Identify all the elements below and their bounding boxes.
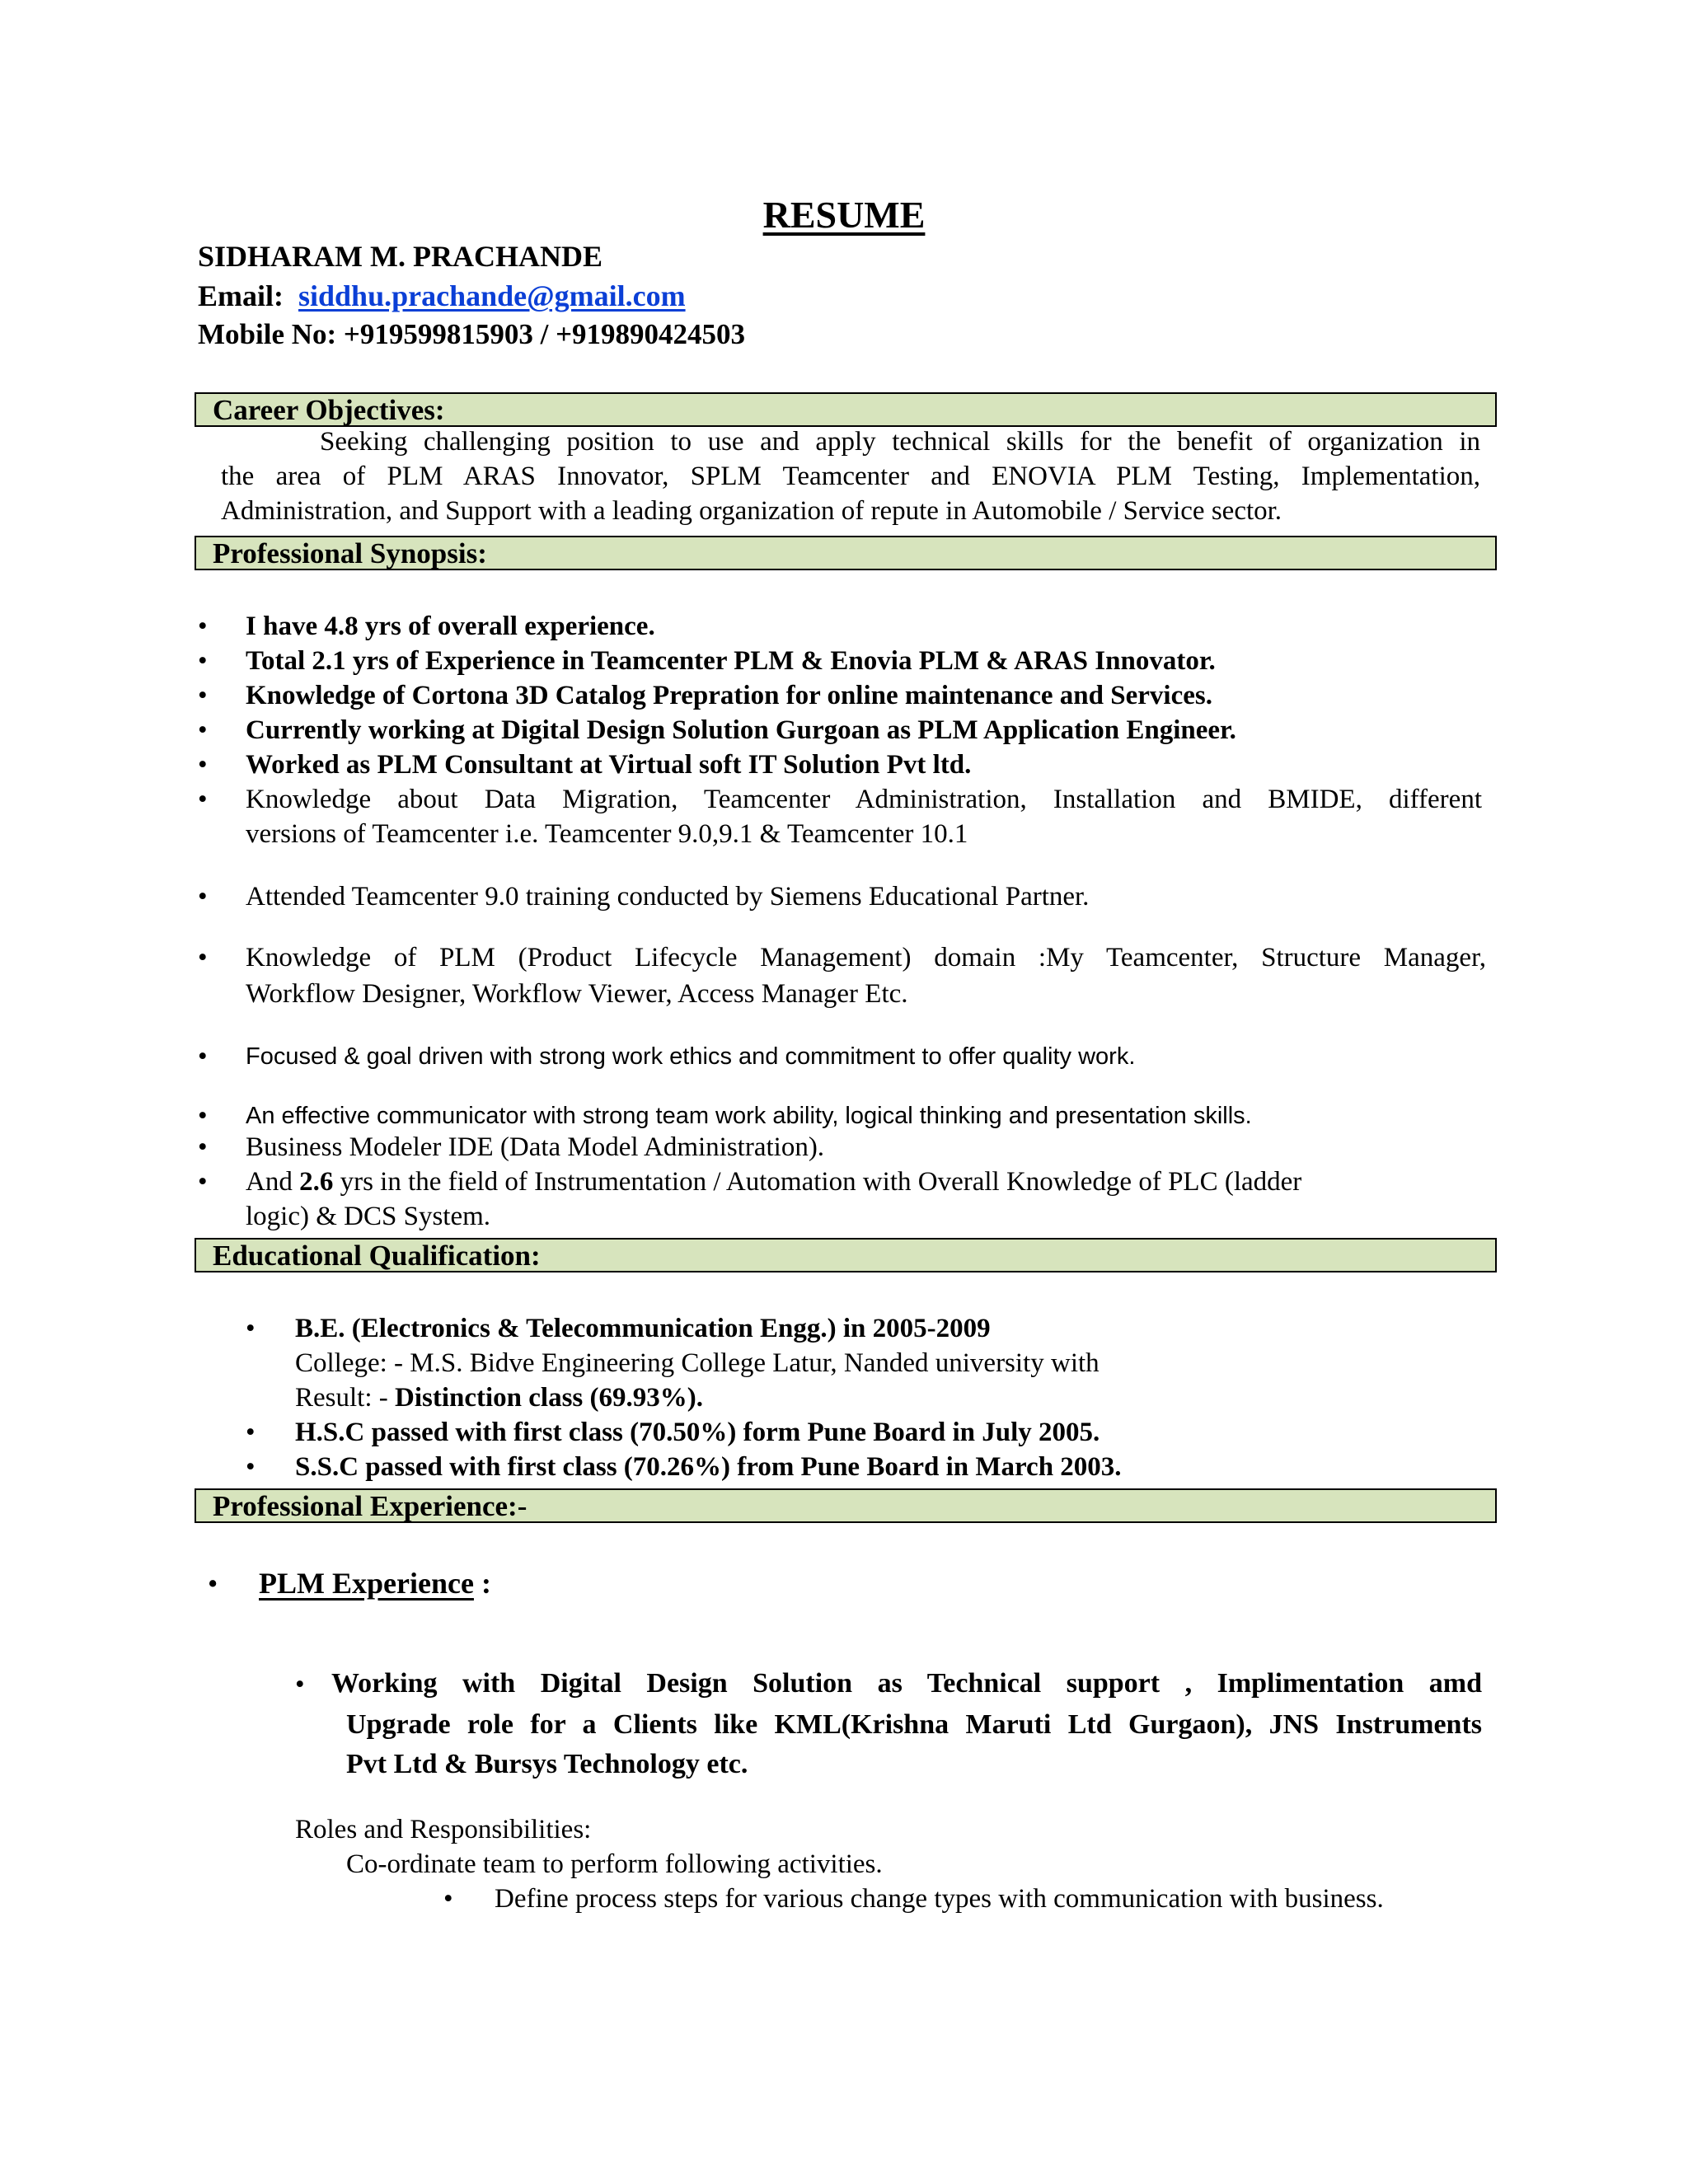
responsibility-item: Define process steps for various change types with communication with business.: [495, 1884, 1384, 1914]
candidate-name: SIDHARAM M. PRACHANDE: [198, 240, 603, 273]
synopsis-item-cont: logic) & DCS System.: [246, 1202, 491, 1231]
synopsis-item: Knowledge about Data Migration, Teamcenter Administration, Installation and BMIDE, different: [246, 785, 1482, 814]
page-title: RESUME: [762, 194, 926, 236]
bullet: •: [198, 646, 208, 676]
synopsis-item: Business Modeler IDE (Data Model Administration).: [246, 1132, 825, 1162]
bullet: •: [198, 681, 208, 710]
synopsis-item: Knowledge of Cortona 3D Catalog Prepration for online maintenance and Services.: [246, 681, 1212, 710]
bullet: •: [246, 1452, 256, 1482]
synopsis-item-cont: versions of Teamcenter i.e. Teamcenter 9.0,9.1 & Teamcenter 10.1: [246, 819, 968, 849]
mobile-number: Mobile No: +919599815903 / +919890424503: [198, 318, 746, 350]
section-title: Professional Synopsis:: [213, 537, 487, 569]
text: And: [246, 1167, 300, 1197]
career-line-3: Administration, and Support with a leading organization of repute in Automobile / Service sector.: [221, 496, 1282, 526]
bullet: •: [198, 612, 208, 641]
education-result: [295, 1383, 703, 1413]
education-item: B.E. (Electronics & Telecommunication Engg.) in 2005-2009: [295, 1314, 991, 1343]
coordinate-text: Co-ordinate team to perform following activities.: [346, 1849, 883, 1879]
section-educational-qualification: [195, 1238, 1497, 1272]
roles-heading: Roles and Responsibilities:: [295, 1815, 592, 1844]
work-line-3: Pvt Ltd & Bursys Technology etc.: [346, 1749, 748, 1779]
section-professional-experience: [195, 1488, 1497, 1523]
synopsis-item: Total 2.1 yrs of Experience in Teamcenter PLM & Enovia PLM & ARAS Innovator.: [246, 646, 1216, 676]
education-item: S.S.C passed with first class (70.26%) from Pune Board in March 2003.: [295, 1452, 1122, 1482]
section-title: Professional Experience:-: [213, 1490, 528, 1522]
bullet: •: [208, 1568, 218, 1600]
section-title: Career Objectives:: [213, 394, 445, 426]
synopsis-item: I have 4.8 yrs of overall experience.: [246, 612, 655, 641]
text: Result: -: [295, 1383, 395, 1413]
work-line-1: Working with Digital Design Solution as Technical support , Implimentation amd: [331, 1668, 1482, 1699]
email-label: Email:: [198, 279, 284, 312]
bullet: •: [198, 785, 208, 814]
bullet: •: [198, 1132, 208, 1162]
bullet: •: [198, 715, 208, 745]
synopsis-item: Worked as PLM Consultant at Virtual soft IT Solution Pvt ltd.: [246, 750, 972, 780]
bullet: •: [198, 1042, 208, 1071]
bullet: •: [198, 882, 208, 912]
bullet: •: [246, 1418, 256, 1447]
heading-colon: :: [473, 1567, 491, 1600]
synopsis-item: [246, 1167, 1301, 1197]
bullet: •: [198, 1101, 208, 1131]
bullet: •: [198, 750, 208, 780]
synopsis-item: Attended Teamcenter 9.0 training conducted by Siemens Educational Partner.: [246, 882, 1090, 912]
synopsis-item-cont: Workflow Designer, Workflow Viewer, Access Manager Etc.: [246, 979, 908, 1009]
work-line-2: Upgrade role for a Clients like KML(Krishna Maruti Ltd Gurgaon), JNS Instruments: [346, 1709, 1482, 1740]
section-professional-synopsis: [195, 536, 1497, 570]
heading-text: PLM Experience: [259, 1567, 474, 1600]
synopsis-item: Currently working at Digital Design Solution Gurgoan as PLM Application Engineer.: [246, 715, 1236, 745]
plm-experience-heading: [259, 1566, 491, 1601]
synopsis-item: Focused & goal driven with strong work ethics and commitment to offer quality work.: [246, 1043, 1136, 1070]
bullet: •: [295, 1670, 305, 1699]
career-line-1: Seeking challenging position to use and apply technical skills for the benefit of organization in: [320, 427, 1480, 457]
email-link[interactable]: siddhu.prachande@gmail.com: [298, 279, 686, 312]
career-line-2: the area of PLM ARAS Innovator, SPLM Teamcenter and ENOVIA PLM Testing, Implementation,: [221, 462, 1480, 491]
section-title: Educational Qualification:: [213, 1240, 541, 1272]
section-career-objectives: [195, 392, 1497, 427]
bullet: •: [246, 1314, 256, 1343]
education-item: H.S.C passed with first class (70.50%) form Pune Board in July 2005.: [295, 1418, 1100, 1447]
synopsis-item: An effective communicator with strong team work ability, logical thinking and presentation skills.: [246, 1103, 1252, 1129]
years-value: 2.6: [299, 1167, 334, 1197]
synopsis-item: Knowledge of PLM (Product Lifecycle Management) domain :My Teamcenter, Structure Manager,: [246, 943, 1486, 972]
bullet: •: [443, 1884, 453, 1914]
bullet: •: [198, 943, 208, 972]
text: yrs in the field of Instrumentation / Automation with Overall Knowledge of PLC (ladder: [333, 1167, 1302, 1197]
education-college: College: - M.S. Bidve Engineering College Latur, Nanded university with: [295, 1348, 1100, 1378]
email-row: [198, 279, 686, 313]
bullet: •: [198, 1167, 208, 1197]
result-value: Distinction class (69.93%).: [395, 1383, 703, 1413]
